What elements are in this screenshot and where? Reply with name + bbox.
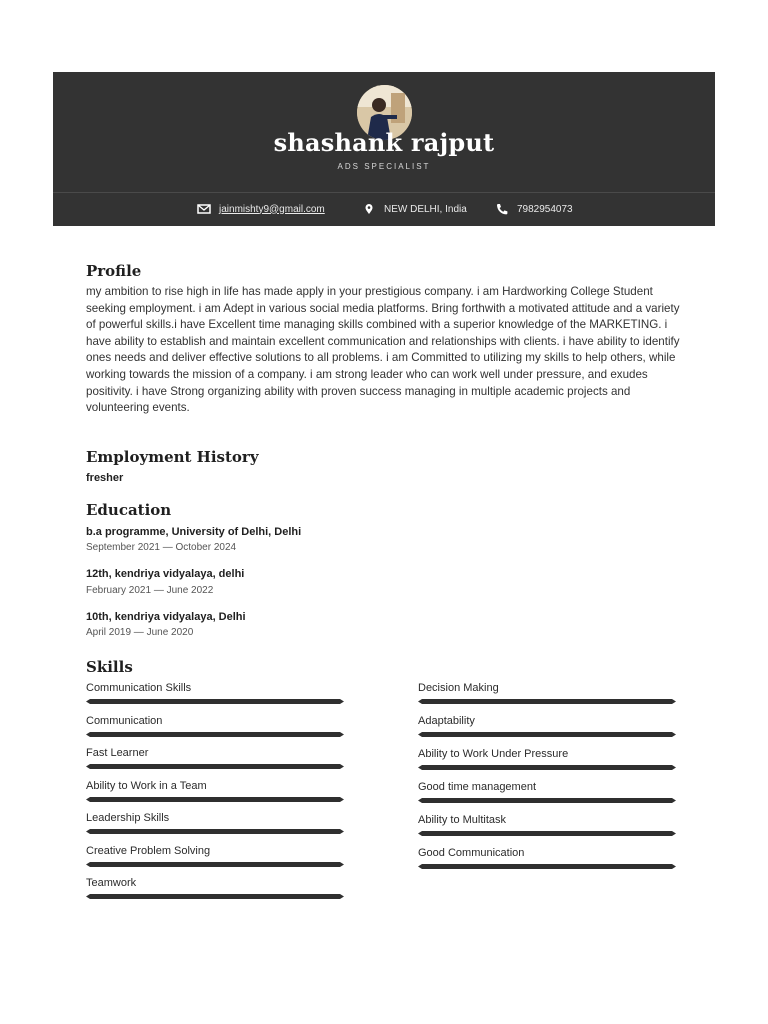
- education-heading: Education: [86, 501, 172, 519]
- skill-label: Fast Learner: [86, 747, 149, 759]
- skill-bar: [86, 732, 344, 737]
- location-text: NEW DELHI, India: [384, 203, 467, 215]
- skill-bar: [86, 862, 344, 867]
- skill-item: [418, 846, 676, 860]
- skill-label: Teamwork: [86, 877, 137, 889]
- skill-label: Decision Making: [418, 682, 499, 694]
- skill-item: [418, 747, 676, 761]
- education-item-title: 12th, kendriya vidyalaya, delhi: [86, 568, 245, 580]
- skills-heading: Skills: [86, 658, 133, 676]
- skill-item: [418, 714, 676, 728]
- education-item-dates: February 2021 — June 2022: [86, 585, 214, 596]
- contact-phone: [495, 201, 573, 217]
- skill-label: Communication: [86, 715, 163, 727]
- phone-icon: [495, 203, 509, 215]
- skill-label: Good Communication: [418, 847, 525, 859]
- skill-label: Ability to Work in a Team: [86, 780, 207, 792]
- skill-item: [86, 746, 344, 760]
- contact-location: [362, 201, 467, 217]
- skill-label: Communication Skills: [86, 682, 192, 694]
- education-item-dates: April 2019 — June 2020: [86, 627, 194, 638]
- education-item-dates: September 2021 — October 2024: [86, 542, 237, 553]
- education-item-title: 10th, kendriya vidyalaya, Delhi: [86, 611, 246, 623]
- skill-label: Ability to Work Under Pressure: [418, 748, 569, 760]
- email-link[interactable]: jainmishty9@gmail.com: [219, 203, 325, 215]
- skill-bar: [418, 798, 676, 803]
- skill-label: Ability to Multitask: [418, 814, 507, 826]
- skill-label: Good time management: [418, 781, 537, 793]
- skill-bar: [418, 732, 676, 737]
- profile-text: my ambition to rise high in life has made apply in your prestigious company. i am Hardworking College Student seeking employment. i am Adept in various social media platforms. Bring forthwith a motivated attitude and a variety of powerful skills.i have Excellent time managing skills combined with a superior knowledge of the MARKETING. i have ability to establish and maintain excellent communication and relationships with clients. i have ability to identify ones needs and deliver effective solutions to all problems. i am Committed to utilizing my skills to help others, while working towards the mission of a company. i am strong leader who can work well under pressure, and exudes positivity. i have Strong organizing ability with proven success managing in multiple academic projects and volunteering events.: [86, 285, 680, 415]
- skill-bar: [86, 699, 344, 704]
- skill-bar: [418, 699, 676, 704]
- candidate-name: shashank rajput: [273, 128, 495, 157]
- skill-label: Creative Problem Solving: [86, 845, 211, 857]
- skill-item: [86, 681, 344, 695]
- envelope-icon: [197, 203, 211, 215]
- skill-bar: [86, 764, 344, 769]
- skill-bar: [86, 894, 344, 899]
- candidate-role: ADS SPECIALIST: [337, 162, 431, 171]
- phone-text: 7982954073: [517, 203, 573, 215]
- skill-bar: [86, 829, 344, 834]
- skill-item: [418, 681, 676, 695]
- skill-item: [86, 779, 344, 793]
- skill-bar: [418, 831, 676, 836]
- skill-item: [86, 876, 344, 890]
- skill-item: [86, 844, 344, 858]
- contact-email[interactable]: [197, 201, 325, 217]
- skill-label: Leadership Skills: [86, 812, 170, 824]
- skill-item: [86, 811, 344, 825]
- skill-bar: [418, 864, 676, 869]
- location-pin-icon: [362, 203, 376, 215]
- employment-text: fresher: [86, 472, 124, 484]
- skill-item: [418, 813, 676, 827]
- skill-bar: [86, 797, 344, 802]
- skill-item: [418, 780, 676, 794]
- skill-bar: [418, 765, 676, 770]
- employment-heading: Employment History: [86, 448, 259, 466]
- profile-heading: Profile: [86, 262, 142, 280]
- education-item-title: b.a programme, University of Delhi, Delhi: [86, 526, 302, 538]
- skill-label: Adaptability: [418, 715, 475, 727]
- header-divider: [53, 192, 715, 193]
- skill-item: [86, 714, 344, 728]
